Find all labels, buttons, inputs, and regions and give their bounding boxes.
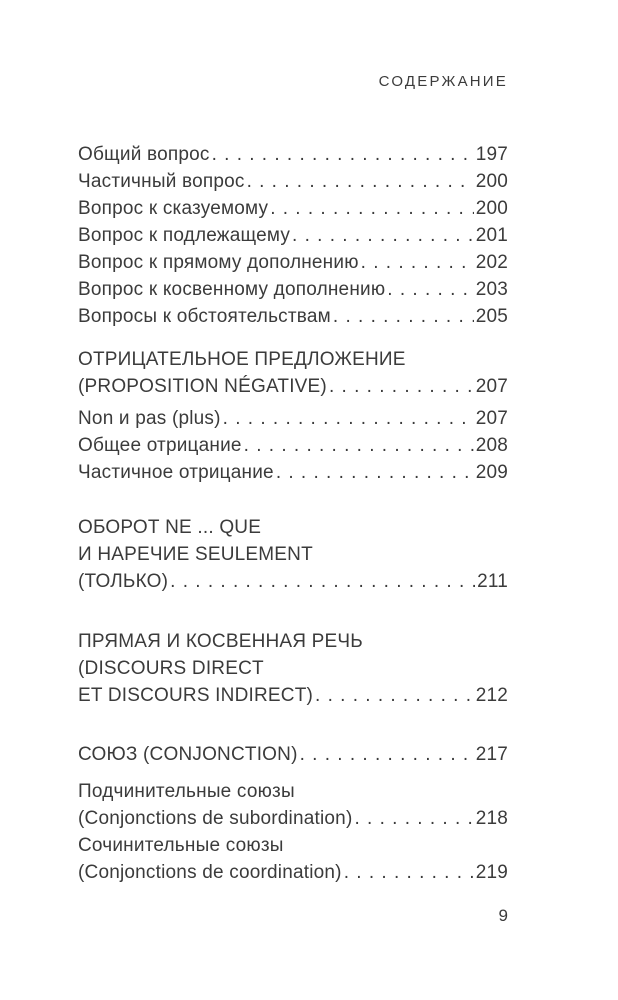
page-content xyxy=(78,0,508,886)
toc-entry-subrow xyxy=(78,859,508,886)
dot-leader xyxy=(292,222,474,249)
toc-entry xyxy=(78,141,508,168)
dot-leader xyxy=(333,303,474,330)
dot-leader xyxy=(387,276,473,303)
dot-leader xyxy=(344,859,474,886)
section-title-row xyxy=(78,568,508,595)
toc-entry-title: Общий вопрос xyxy=(78,144,210,165)
toc-entry xyxy=(78,432,508,459)
toc-entry-title: Вопросы к обстоятельствам xyxy=(78,306,331,327)
toc-entry-title: Вопрос к сказуемому xyxy=(78,198,269,219)
section-page: 207 xyxy=(475,376,508,397)
toc-entry-page: 219 xyxy=(475,862,508,883)
toc-entry-page: 205 xyxy=(475,306,508,327)
dot-leader xyxy=(329,373,474,400)
section-title-line: СОЮЗ (CONJONCTION) xyxy=(78,744,298,765)
dot-leader xyxy=(247,168,474,195)
toc-entry-subtitle: (Conjonctions de coordination) xyxy=(78,862,342,883)
toc-entry-title: Сочинительные союзы xyxy=(78,835,284,856)
toc-entry xyxy=(78,405,508,432)
toc-entry-page: 200 xyxy=(475,171,508,192)
toc-entry-title: Non и pas (plus) xyxy=(78,408,221,429)
toc-entry-title: Подчинительные союзы xyxy=(78,781,295,802)
toc-entry-title: Вопрос к прямому дополнению xyxy=(78,252,359,273)
toc-entry-page: 208 xyxy=(475,435,508,456)
dot-leader xyxy=(315,682,474,709)
toc-entry-page: 201 xyxy=(475,225,508,246)
toc-group-questions xyxy=(78,141,508,330)
dot-leader xyxy=(223,405,474,432)
toc-entry xyxy=(78,778,508,832)
toc-entry-page: 207 xyxy=(475,408,508,429)
section-title-line: (DISCOURS DIRECT xyxy=(78,658,264,679)
section-page: 211 xyxy=(477,571,508,592)
toc-entry-page: 202 xyxy=(475,252,508,273)
toc-entry xyxy=(78,195,508,222)
toc-group-negation-entries xyxy=(78,405,508,486)
section-title-line: (ТОЛЬКО) xyxy=(78,571,169,592)
toc-group-conjunction-entries xyxy=(78,778,508,886)
toc-entry-title: Частичное отрицание xyxy=(78,462,274,483)
table-of-contents xyxy=(78,141,508,886)
section-title-line: И НАРЕЧИЕ SEULEMENT xyxy=(78,544,313,565)
contents-heading: СОДЕРЖАНИЕ xyxy=(378,73,508,90)
toc-entry xyxy=(78,832,508,886)
toc-entry-title: Общее отрицание xyxy=(78,435,242,456)
toc-entry xyxy=(78,276,508,303)
toc-section-direct-speech xyxy=(78,628,508,709)
section-title-line: (PROPOSITION NÉGATIVE) xyxy=(78,376,327,397)
section-title-row xyxy=(78,682,508,709)
toc-entry-page: 197 xyxy=(475,144,508,165)
toc-entry xyxy=(78,303,508,330)
toc-entry-title: Частичный вопрос xyxy=(78,171,245,192)
toc-section-ne-que xyxy=(78,514,508,595)
toc-entry-subrow xyxy=(78,805,508,832)
section-title-line: ОБОРОТ NE ... QUE xyxy=(78,517,262,538)
toc-entry xyxy=(78,222,508,249)
toc-entry xyxy=(78,459,508,486)
dot-leader xyxy=(212,141,474,168)
dot-leader xyxy=(276,459,474,486)
toc-entry-page: 203 xyxy=(475,279,508,300)
toc-entry-title: Вопрос к косвенному дополнению xyxy=(78,279,386,300)
section-title-row xyxy=(78,741,508,768)
toc-section-negation xyxy=(78,346,508,400)
toc-entry-title: Вопрос к подлежащему xyxy=(78,225,291,246)
dot-leader xyxy=(361,249,474,276)
toc-entry xyxy=(78,168,508,195)
toc-entry-page: 218 xyxy=(475,808,508,829)
dot-leader xyxy=(300,741,474,768)
toc-entry-subtitle: (Conjonctions de subordination) xyxy=(78,808,353,829)
dot-leader xyxy=(354,805,473,832)
toc-entry-page: 200 xyxy=(475,198,508,219)
section-title-row xyxy=(78,373,508,400)
section-title-line: ПРЯМАЯ И КОСВЕННАЯ РЕЧЬ xyxy=(78,631,363,652)
dot-leader xyxy=(244,432,474,459)
toc-entry xyxy=(78,249,508,276)
toc-entry-page: 209 xyxy=(475,462,508,483)
section-title-line: ОТРИЦАТЕЛЬНОЕ ПРЕДЛОЖЕНИЕ xyxy=(78,349,406,370)
dot-leader xyxy=(170,568,475,595)
section-page: 217 xyxy=(475,744,508,765)
section-page: 212 xyxy=(475,685,508,706)
toc-section-conjunction xyxy=(78,741,508,768)
dot-leader xyxy=(270,195,474,222)
section-title-line: ET DISCOURS INDIRECT) xyxy=(78,685,314,706)
page-number: 9 xyxy=(498,906,508,925)
